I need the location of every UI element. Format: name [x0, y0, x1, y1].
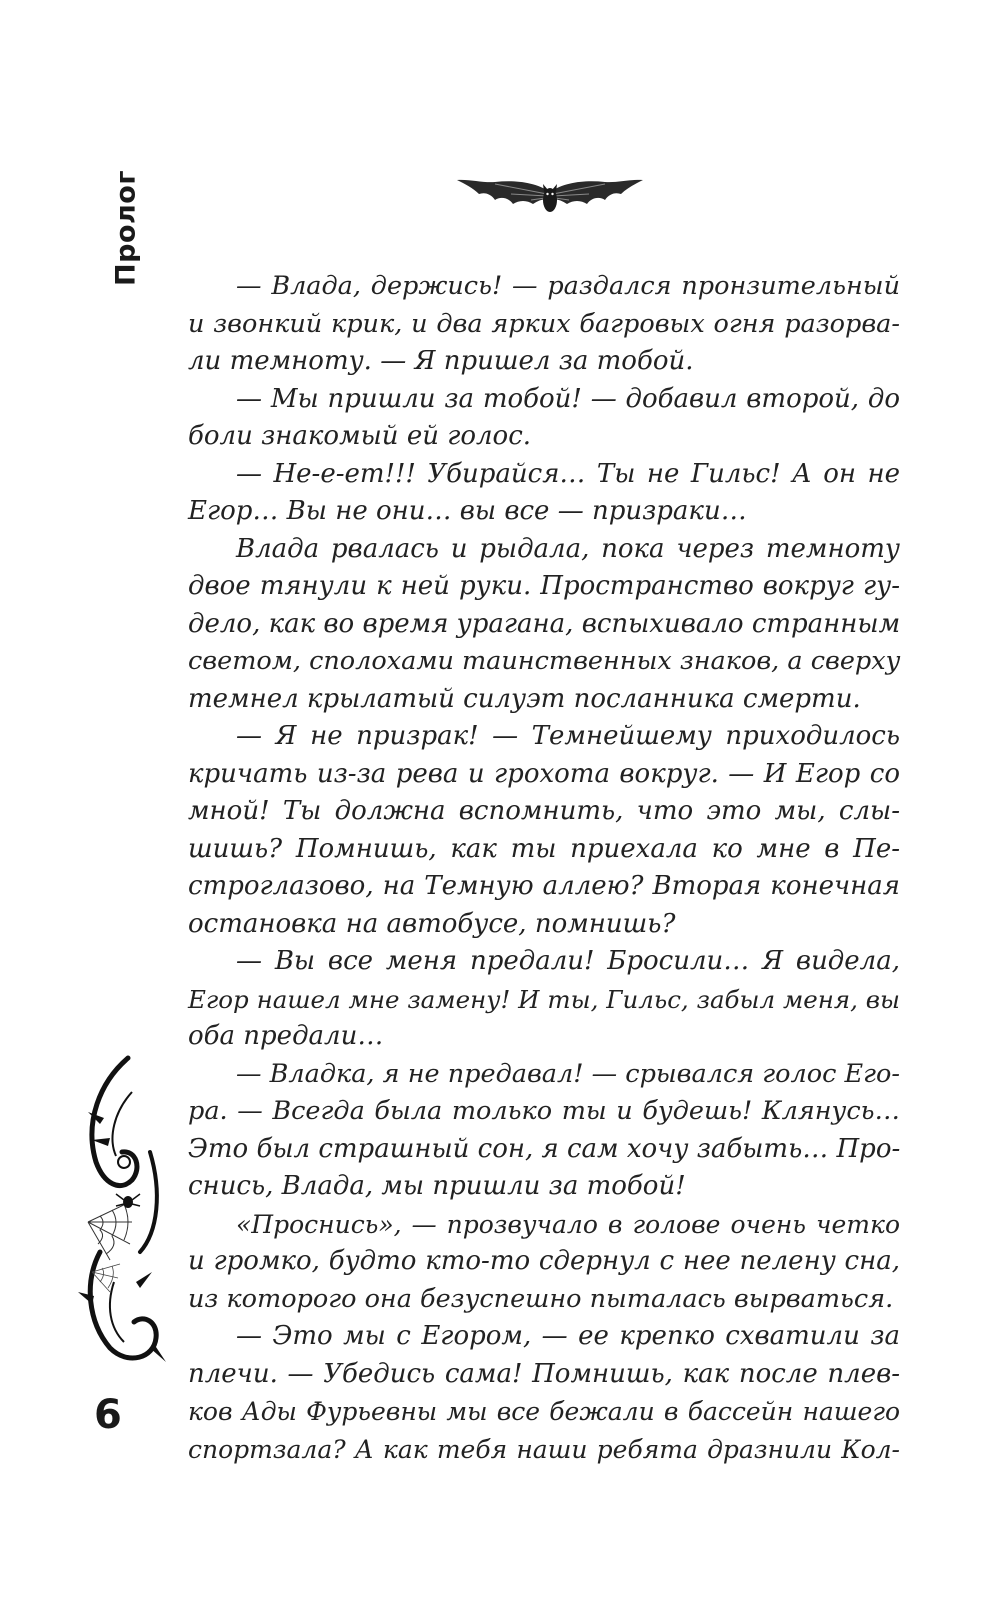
text-line: спортзала? А как тебя наши ребята дразнили Кол-	[188, 1434, 900, 1464]
text-line: ли темноту. — Я пришел за тобой.	[188, 346, 694, 376]
text-line: мной! Ты должна вспомнить, что это мы, слы-	[188, 796, 900, 826]
text-line: остановка на автобусе, помнишь?	[188, 908, 676, 939]
text-line: «Проснись», — прозвучало в голове очень четко	[236, 1209, 900, 1239]
text-line: боли знакомый ей голос.	[188, 421, 532, 451]
text-line: — Владка, я не предавал! — срывался голос Его-	[236, 1058, 900, 1089]
text-line: двое тянули к ней руки. Пространство вокруг гу-	[188, 571, 900, 601]
text-line: кричать из-за рева и грохота вокруг. — И Егор со	[188, 758, 900, 789]
text-line: темнел крылатый силуэт посланника смерти.	[188, 683, 861, 714]
text-line: Это был страшный сон, я сам хочу забыть… Про-	[188, 1133, 901, 1164]
text-line: Егор нашел мне замену! И ты, Гильс, забыл меня, вы	[188, 984, 900, 1014]
text-line: оба предали…	[188, 1021, 384, 1051]
page-number: 6	[94, 1392, 122, 1438]
running-head	[96, 168, 156, 288]
text-line: ков Ады Фурьевны мы все бежали в бассейн нашего	[188, 1397, 900, 1426]
text-line: шишь? Помнишь, как ты приехала ко мне в Пе-	[188, 833, 900, 864]
text-line: Влада рвалась и рыдала, пока через темноту	[236, 533, 900, 564]
text-line: и звонкий крик, и два ярких багровых огня разорва-	[188, 308, 900, 339]
text-line: — Вы все меня предали! Бросили… Я видела,	[236, 946, 900, 976]
text-line: светом, сполохами таинственных знаков, а сверху	[188, 646, 901, 676]
text-line: плечи. — Убедись сама! Помнишь, как после плев-	[188, 1358, 900, 1389]
text-line: снись, Влада, мы пришли за тобой!	[188, 1171, 686, 1201]
body-text	[188, 268, 900, 1468]
chapter-title: Пролог	[110, 170, 142, 286]
text-line: Егор… Вы не они… вы все — призраки…	[188, 496, 747, 526]
text-line: — Влада, держись! — раздался пронзительный	[236, 271, 900, 301]
text-line: и громко, будто кто-то сдернул с нее пелену сна,	[188, 1246, 900, 1276]
text-line: — Это мы с Егором, — ее крепко схватили за	[236, 1321, 900, 1351]
bat-icon	[455, 170, 645, 230]
text-line: строглазово, на Темную аллею? Вторая конечная	[188, 871, 900, 901]
gothic-ornament-icon	[70, 1052, 180, 1372]
text-line: ра. — Всегда была только ты и будешь! Клянусь…	[188, 1096, 900, 1126]
text-line: дело, как во время урагана, вспыхивало странным	[188, 608, 901, 639]
text-line: — Я не призрак! — Темнейшему приходилось	[236, 721, 900, 751]
text-line: из которого она безуспешно пыталась вырваться.	[188, 1283, 894, 1314]
text-line: — Мы пришли за тобой! — добавил второй, до	[236, 383, 900, 414]
text-line: — Не-е-ет!!! Убирайся… Ты не Гильс! А он не	[236, 458, 900, 489]
